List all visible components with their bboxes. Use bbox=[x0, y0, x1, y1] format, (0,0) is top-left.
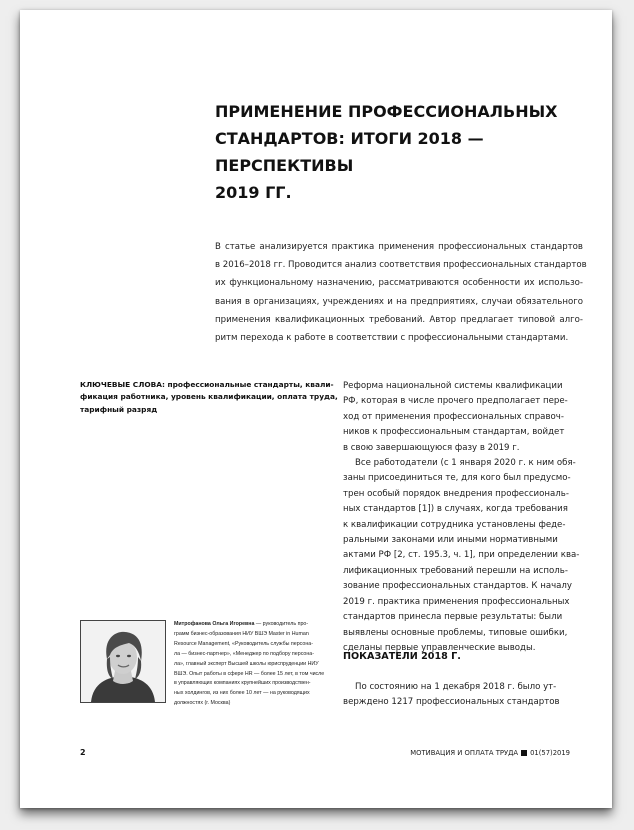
journal-footer bbox=[410, 749, 570, 757]
author-photo bbox=[80, 620, 166, 703]
abstract-line: их функциональному назначению, рассматриваются особенности их использо- bbox=[215, 278, 583, 289]
abstract-line: вания в организациях, учреждениях и на предприятиях, случаи обязательного bbox=[215, 296, 583, 307]
journal-name: МОТИВАЦИЯ И ОПЛАТА ТРУДА bbox=[410, 749, 519, 757]
keywords-line: КЛЮЧЕВЫЕ СЛОВА: профессиональные стандарты, квали- bbox=[80, 380, 334, 389]
body-line: Реформа национальной системы квалификации bbox=[343, 381, 563, 391]
abstract-line: в 2016–2018 гг. Проводится анализ соответствия профессиональных стандартов bbox=[215, 260, 587, 271]
issue-number: 01(57)2019 bbox=[530, 749, 570, 757]
square-bullet-icon bbox=[521, 750, 527, 756]
abstract-line: ритм перехода к работе в соответствии с профессиональными стандартами. bbox=[215, 333, 569, 344]
keywords-line: фикация работника, уровень квалификации, оплата труда, bbox=[80, 392, 338, 402]
author-bio-line: ла — бизнес-партнер», «Менеджер по подбору персона- bbox=[174, 650, 314, 657]
magazine-page bbox=[20, 10, 612, 808]
author-bio-line: ных холдингов, из них более 10 лет — на руководящих bbox=[174, 690, 310, 697]
author-bio-line: ла», главный эксперт Высшей школы юриспруденции НИУ bbox=[174, 660, 319, 667]
title-line: 2019 ГГ. bbox=[215, 183, 292, 202]
body-line: верждено 1217 профессиональных стандартов bbox=[343, 697, 560, 708]
author-bio bbox=[174, 620, 334, 709]
author-bio-line: грамм бизнес-образования НИУ ВШЭ Master in Human bbox=[174, 630, 309, 637]
author-portrait-icon bbox=[81, 621, 165, 702]
section-heading: ПОКАЗАТЕЛИ 2018 Г. bbox=[343, 651, 461, 662]
title-line: ПРИМЕНЕНИЕ ПРОФЕССИОНАЛЬНЫХ bbox=[215, 102, 558, 121]
body-line: заны присоединиться те, для кого был предусмо- bbox=[343, 473, 571, 484]
body-line: трен особый порядок внедрения профессиональ- bbox=[343, 488, 569, 499]
body-line: сделаны первые управленческие выводы. bbox=[343, 642, 536, 653]
author-bio-line: ВШЭ. Опыт работы в сфере HR — более 15 лет, в том числе bbox=[174, 670, 325, 677]
keywords-block bbox=[80, 379, 338, 416]
author-name: Митрофанова Ольга Игоревна bbox=[174, 621, 255, 627]
author-bio-line: должностях (г. Москва) bbox=[174, 700, 231, 707]
keywords-line: тарифный разряд bbox=[80, 404, 158, 414]
body-line: РФ, которая в числе прочего предполагает пере- bbox=[343, 396, 568, 407]
abstract-line: В статье анализируется практика применения профессиональных стандартов bbox=[215, 242, 583, 252]
body-line: ных стандартов [1]) в случаях, когда требования bbox=[343, 504, 568, 515]
page-number: 2 bbox=[80, 748, 86, 757]
author-bio-line bbox=[174, 620, 334, 630]
body-line: ральными законами или иными нормативными bbox=[343, 535, 558, 546]
paragraph-intro bbox=[343, 379, 593, 456]
body-line: ников к профессиональным стандартам, войдет bbox=[343, 427, 565, 438]
body-line: Все работодатели (с 1 января 2020 г. к ним обя- bbox=[355, 458, 576, 469]
paragraph-employers bbox=[343, 456, 593, 656]
body-line: По состоянию на 1 декабря 2018 г. было ут- bbox=[355, 682, 557, 692]
abstract-line: применения квалификационных требований. Автор предлагает типовой алго- bbox=[215, 314, 583, 325]
body-line: актами РФ [2, ст. 195.3, ч. 1], при определении ква- bbox=[343, 550, 580, 561]
author-bio-line: в управляющих компаниях крупнейших производствен- bbox=[174, 680, 311, 687]
author-bio-text: — руководитель про- bbox=[254, 621, 309, 627]
body-line: 2019 г. практика применения профессиональных bbox=[343, 596, 570, 607]
article-title bbox=[215, 98, 575, 206]
paragraph-indicators bbox=[343, 680, 593, 711]
author-bio-line: Resource Management, «Руководитель службы персона- bbox=[174, 640, 313, 647]
article-abstract bbox=[215, 238, 587, 347]
article-body bbox=[343, 379, 593, 656]
title-line: СТАНДАРТОВ: ИТОГИ 2018 — ПЕРСПЕКТИВЫ bbox=[215, 129, 484, 175]
body-line: ход от применения профессиональных справоч- bbox=[343, 411, 564, 422]
body-line: к квалификации сотрудника установлены феде- bbox=[343, 519, 566, 530]
body-line: зование профессиональных стандартов. К началу bbox=[343, 581, 573, 592]
body-line: в свою завершающуюся фазу в 2019 г. bbox=[343, 442, 520, 453]
article-body-continued bbox=[343, 680, 593, 711]
body-line: лификационных требований перешли на исполь- bbox=[343, 565, 568, 576]
body-line: стандартов принесла первые результаты: были bbox=[343, 612, 563, 623]
body-line: выявлены основные проблемы, типовые ошибки, bbox=[343, 627, 568, 638]
